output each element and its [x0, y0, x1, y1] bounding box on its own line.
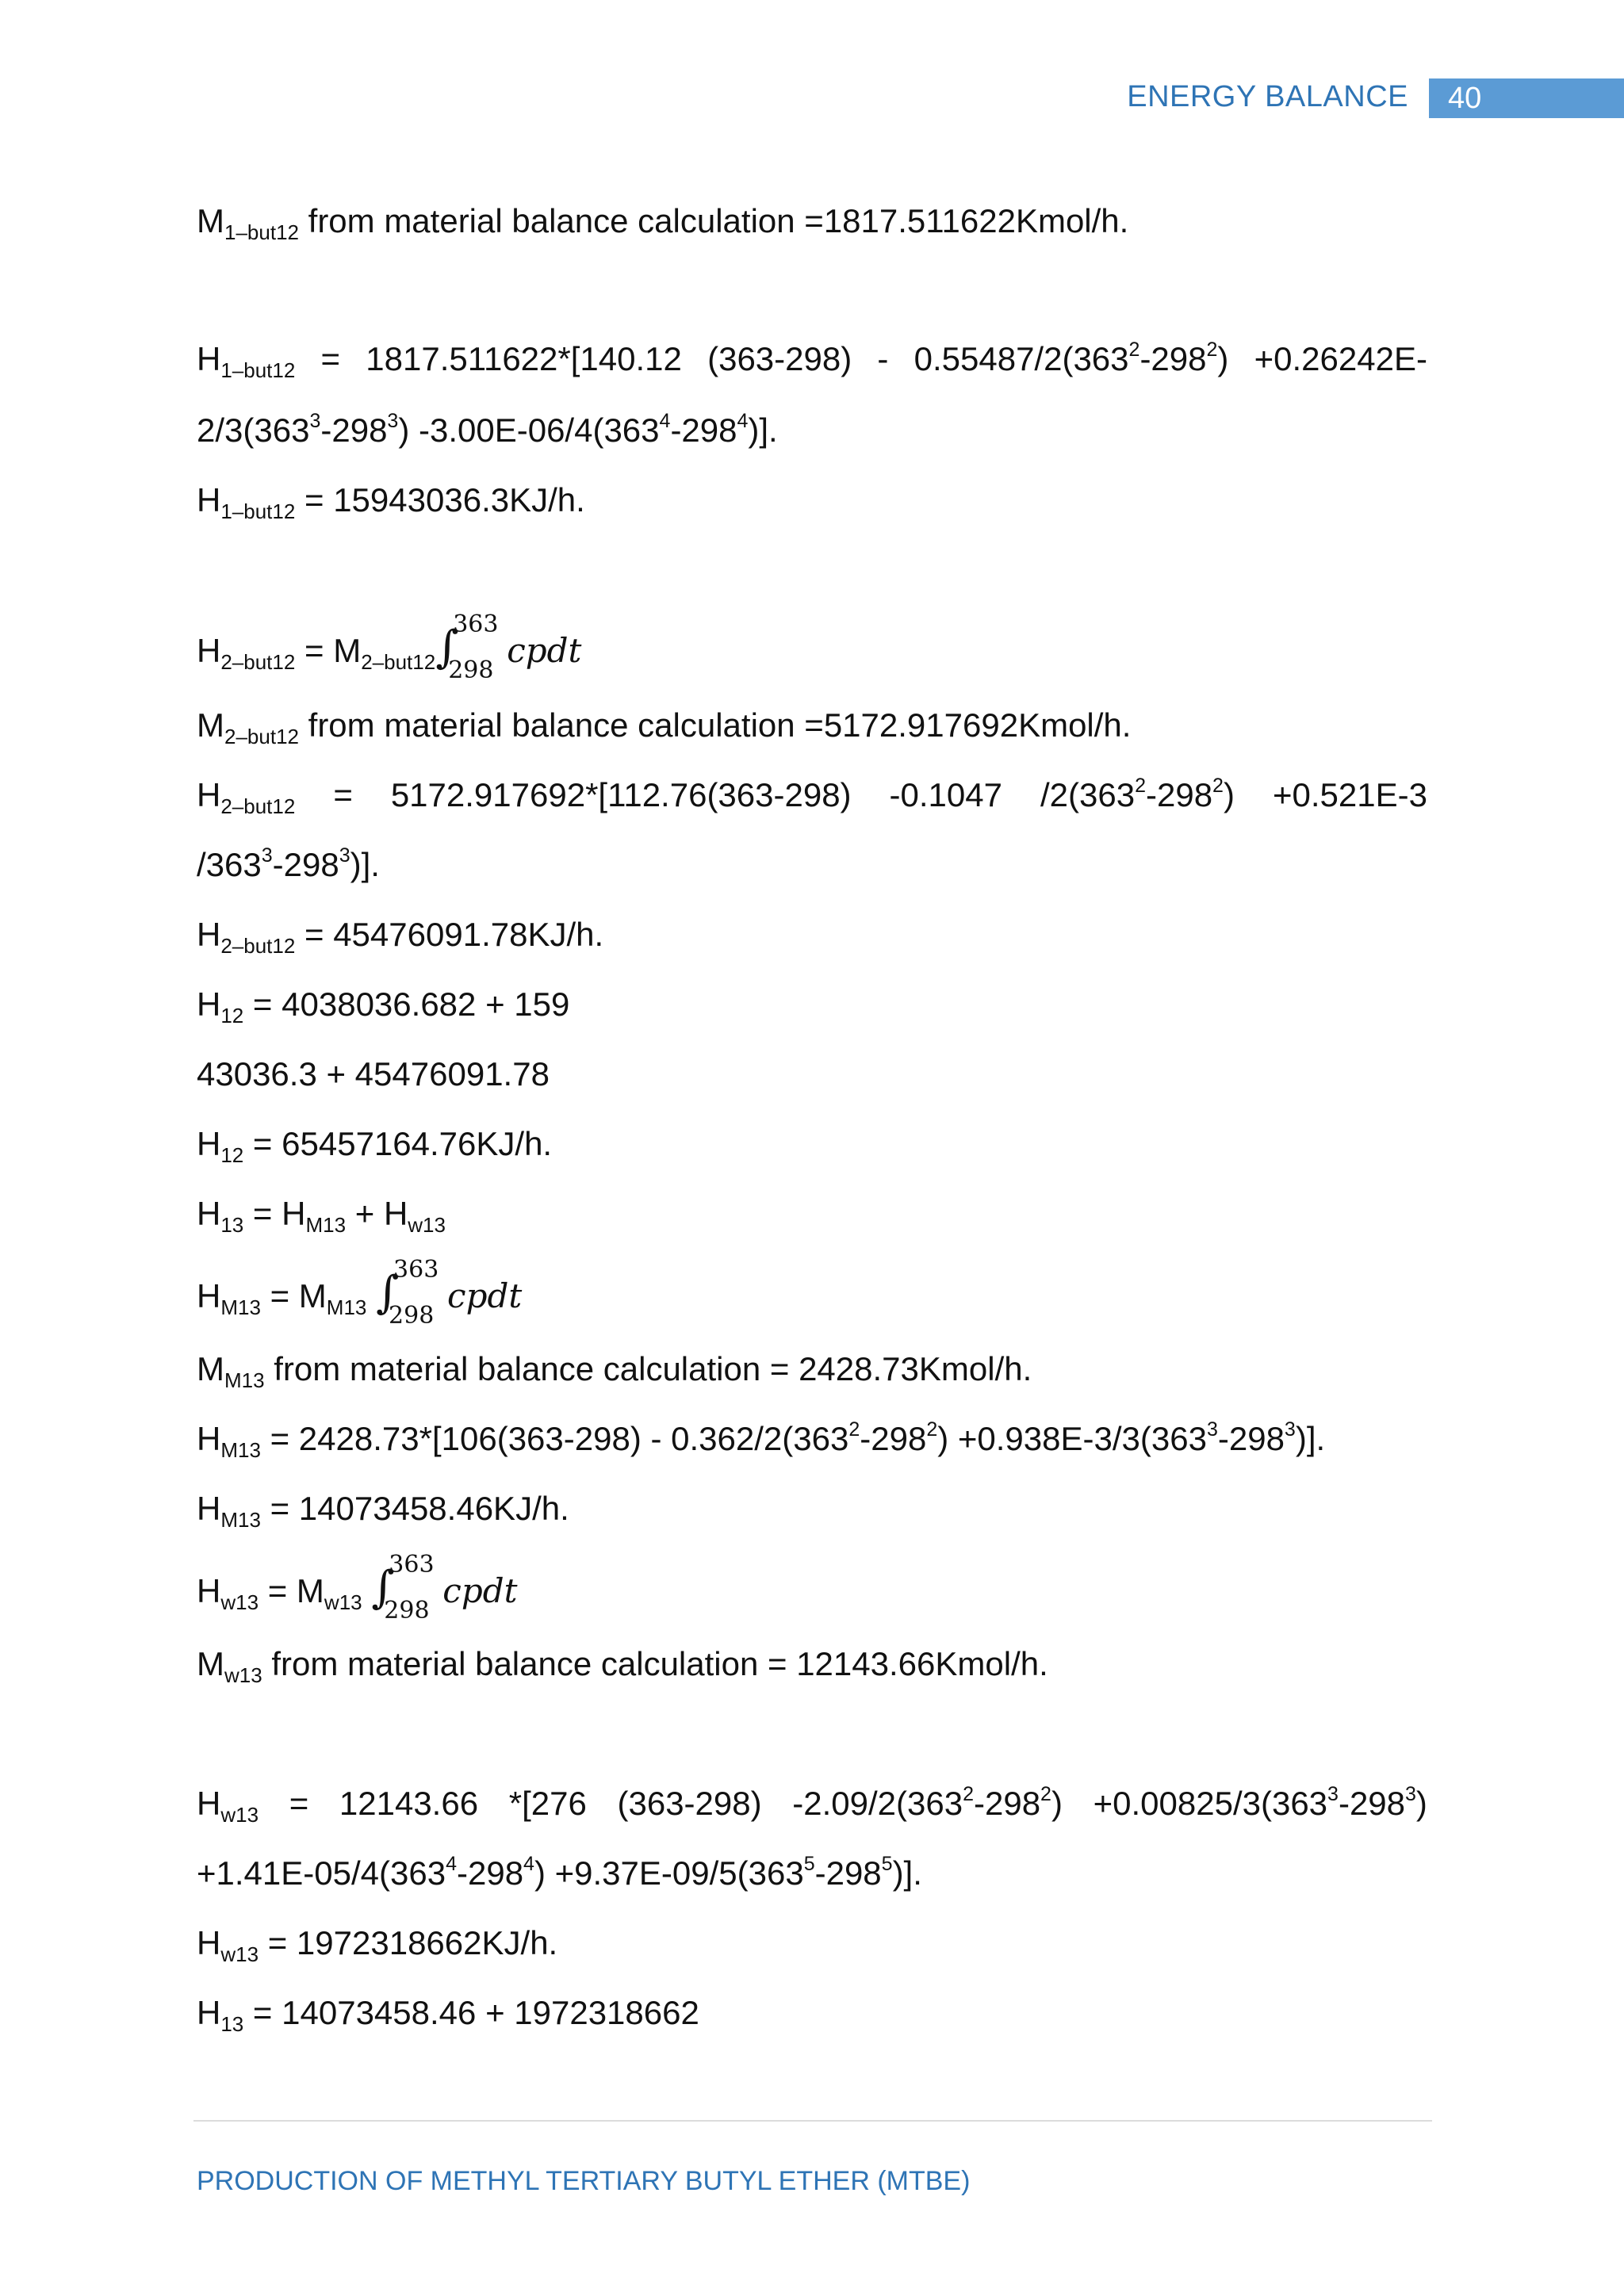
hw13-expression-line1: $H_{w13}$ = 12143.66 *[276 (363-298) $-2.09/2(363^2-298^2)$ $+0.00825/3(363^3-298^3)$	[197, 1783, 1427, 1827]
h2-but12-expression-line2: $/363^3-298^3$)].	[197, 844, 380, 883]
hm13-expression: $H_{M13} = 2428.73*[106(363-298) - 0.362/2(363^2-298^2) +0.938E-3/3(363^3-298^3)]$.	[197, 1418, 1326, 1462]
hw13-integral-line: $H_{w13} = M_{w13}$ ∫ 363 298 cpdt	[197, 1550, 518, 1624]
mm13-line: $M_{M13}$ from material balance calculation = 2428.73Kmol/h.	[197, 1350, 1032, 1392]
integral-symbol: ∫ 363 298	[376, 1255, 439, 1330]
mw13-line: $M_{w13}$ from material balance calculation = 12143.66Kmol/h.	[197, 1645, 1048, 1687]
h12-sum-line1: $H_{12} = 4038036.682 + 159$	[197, 985, 570, 1027]
page-number: 40	[1429, 78, 1624, 118]
integral-symbol: ∫ 363 298	[371, 1550, 435, 1624]
h2-but12-result: $H_{2-but12} = 45476091.78KJ/h$.	[197, 916, 604, 958]
footer-divider	[193, 2120, 1432, 2122]
h13-sum: $H_{13} = 14073458.46 + 1972318662$	[197, 1994, 699, 2036]
hm13-integral-line: $H_{M13} = M_{M13}$ ∫ 363 298 cpdt	[197, 1255, 523, 1330]
hw13-expression-line2: $+1.41E-05/4(363^4-298^4) +9.37E-09/5(363^5-298^5)$].	[197, 1853, 922, 1892]
h2-but12-expression-line1: $H_{2-but12}$ = 5172.917692*[112.76(363-298) -0.1047 $/2(363^2-298^2)$ +0.521E-3	[197, 775, 1427, 818]
hm13-result: $H_{M13} = 14073458.46KJ/h$.	[197, 1490, 569, 1532]
footer-title: PRODUCTION OF METHYL TERTIARY BUTYL ETHER (MTBE)	[197, 2166, 971, 2196]
h12-sum-line2: 43036.3 + 45476091.78	[197, 1055, 550, 1093]
header-title: ENERGY BALANCE	[1127, 80, 1408, 113]
h1-but12-result: $H_{1-but12} = 15943036.3KJ/h$.	[197, 481, 585, 523]
m2-but12-line: $M_{2-but12}$ from material balance calculation =5172.917692Kmol/h.	[197, 706, 1132, 748]
hw13-result: $H_{w13} = 1972318662KJ/h$.	[197, 1924, 558, 1966]
h1-but12-expression-line1: $H_{1-but12}$ = 1817.511622*[140.12 (363-298) - $0.55487/2(363^2-298^2)$ +0.26242E-	[197, 339, 1427, 382]
h2-but12-integral-line: $H_{2-but12} = M_{2-but12}$ ∫ 363 298 cpdt	[197, 610, 582, 684]
h1-but12-expression-line2: $2/3(363^3-298^3)$ $-3.00E-06/4(363^4-298^4)$].	[197, 410, 778, 449]
h13-definition: $H_{13} = H_{M13} + H_{w13}$	[197, 1195, 446, 1237]
integral-symbol: ∫ 363 298	[435, 610, 499, 684]
m1-but12-line: $M_{1-but12}$ from material balance calculation =1817.511622Kmol/h.	[197, 202, 1129, 244]
h12-result: $H_{12} = 65457164.76KJ/h$.	[197, 1125, 553, 1167]
